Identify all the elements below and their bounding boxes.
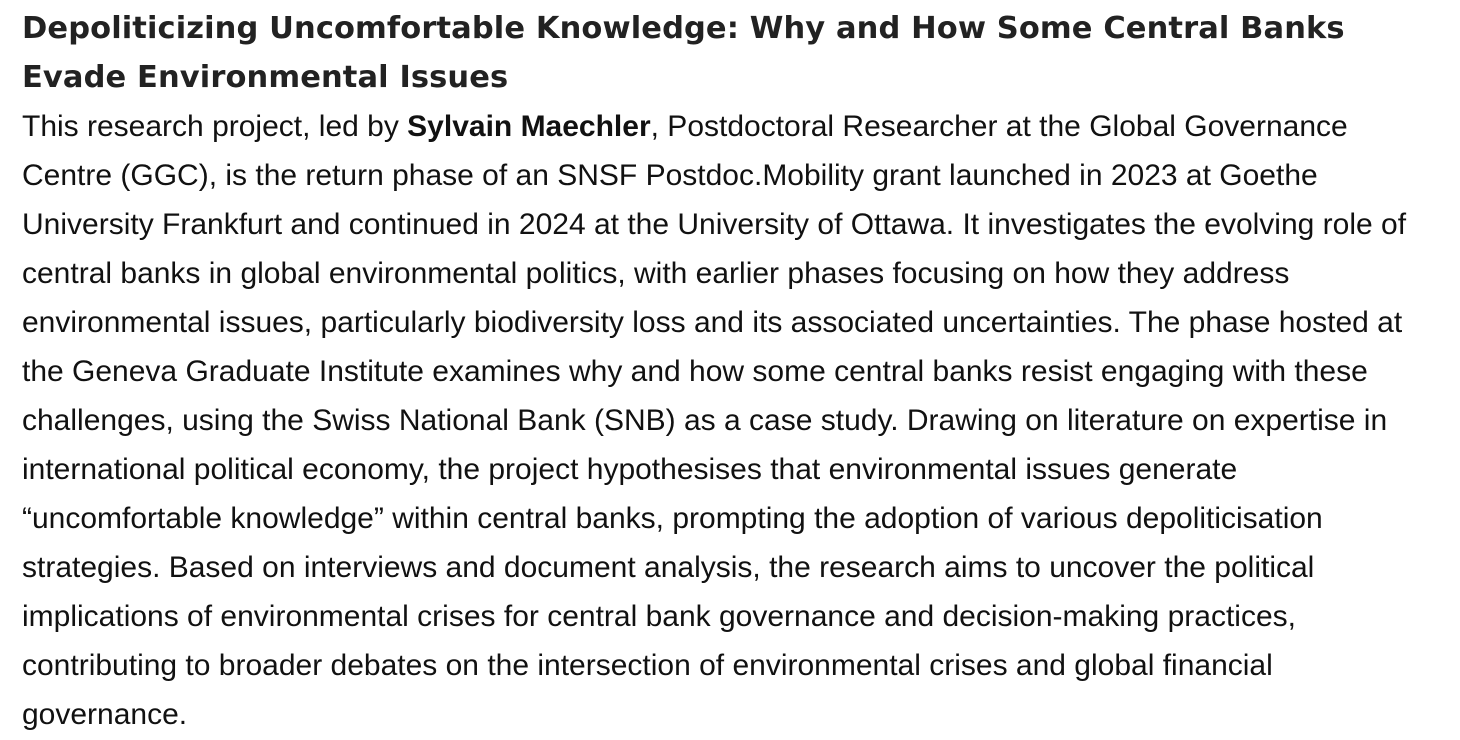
intro-prefix: This research project, led by <box>22 110 408 143</box>
article-title: Depoliticizing Uncomfortable Knowledge: Why and How Some Central Banks Evade Environmental Issues <box>22 11 1345 95</box>
article-body <box>22 102 1442 739</box>
body-rest: , Postdoctoral Researcher at the Global Governance Centre (GGC), is the return phase of an SNSF Postdoc.Mobility grant launched in 2023 at Goethe University Frankfurt and continued in 2024 at the University of Ottawa. It investigates the evolving role of central banks in global environmental politics, with earlier phases focusing on how they address environmental issues, particularly biodiversity loss and its associated uncertainties. The phase hosted at the Geneva Graduate Institute examines why and how some central banks resist engaging with these challenges, using the Swiss National Bank (SNB) as a case study. Drawing on literature on expertise in international political economy, the project hypothesises that environmental issues generate “uncomfortable knowledge” within central banks, prompting the adoption of various depoliticisation strategies. Based on interviews and document analysis, the research aims to uncover the political implications of environmental crises for central bank governance and decision-making practices, contributing to broader debates on the intersection of environmental crises and global financial governance. <box>22 110 1407 731</box>
article <box>22 4 1442 739</box>
author-name: Sylvain Maechler <box>407 110 651 143</box>
